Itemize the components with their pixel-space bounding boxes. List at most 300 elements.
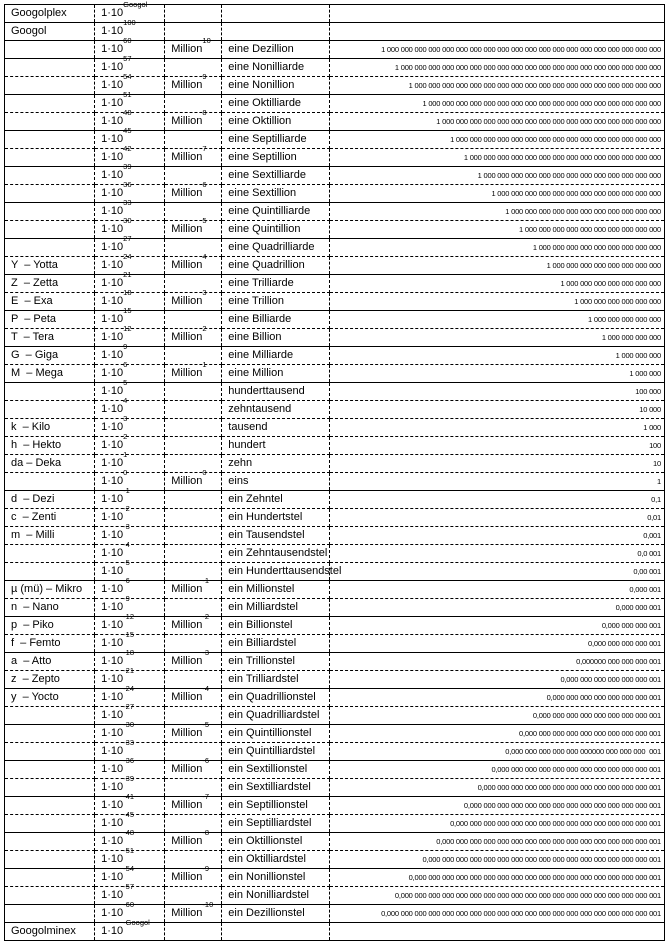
number-name-cell: eine Billiarde [222,311,330,329]
si-prefix-cell: M – Mega [5,365,95,383]
number-name-cell: ein Septilliardstel [222,815,330,833]
table-row [5,113,665,131]
table-row [5,59,665,77]
number-name-cell: ein Trilliardstel [222,671,330,689]
power-base: 1·10 [101,187,124,199]
power-exponent: 1 [123,450,128,460]
si-prefix-cell [5,401,95,419]
number-names-table [4,0,665,941]
power-exponent: -36 [123,756,134,766]
number-name-cell: ein Hundertstel [222,509,330,527]
number-name-cell: tausend [222,419,330,437]
million-power-cell [165,887,222,905]
table-row [5,797,665,815]
decimal-value-cell: 1 000 000 000 000 000 000 000 000 000 000 000 000 000 [330,167,665,185]
table-row [5,293,665,311]
million-exponent: 9 [202,72,207,82]
million-exponent: -5 [202,720,210,730]
million-base: Million [171,151,203,163]
power-base: 1·10 [101,439,124,451]
million-power-cell [165,180,222,203]
si-prefix-cell: y – Yocto [5,689,95,707]
power-exponent: 100 [123,18,136,28]
si-prefix-cell [5,113,95,131]
decimal-value-cell: 0,000000 000 000 000 001 [330,653,665,671]
table-row [5,509,665,527]
power-exponent: 60 [123,36,132,46]
million-base: Million [171,259,203,271]
power-base: 1·10 [101,367,124,379]
table-row [5,869,665,887]
table-row [5,401,665,419]
si-prefix-cell: P – Peta [5,311,95,329]
power-base: 1·10 [101,295,124,307]
decimal-value-cell: 0,0 001 [330,545,665,563]
table-row [5,545,665,563]
number-name-cell: ein Quadrillionstel [222,689,330,707]
number-name-cell: ein Quintilliardstel [222,743,330,761]
decimal-value-cell: 0,000 000 000 000 000 000 000 000 000 000 000 000 000 000 000 000 000 000 001 [330,887,665,905]
number-name-cell: ein Milliardstel [222,599,330,617]
table-row [5,131,665,149]
power-exponent: -54 [123,864,134,874]
number-name-cell: eine Billion [222,329,330,347]
power-of-ten-cell [95,396,165,419]
table-row [5,149,665,167]
power-base: 1·10 [101,403,124,415]
power-base: 1·10 [101,79,124,91]
power-exponent: 30 [123,216,132,226]
decimal-value-cell: 1 000 000 000 000 [330,329,665,347]
number-name-cell: ein Quintillionstel [222,725,330,743]
table-row [5,185,665,203]
power-exponent: 45 [123,126,132,136]
table-row [5,473,665,491]
table-row [5,887,665,905]
decimal-value-cell: 1 000 000 000 000 000 000 000 000 000 [330,239,665,257]
power-base: 1·10 [101,619,124,631]
million-power-cell [165,252,222,275]
power-base: 1·10 [101,889,124,901]
power-base: 1·10 [101,673,124,685]
decimal-value-cell: 0,000 000 000 000 000 000 000 000 000 000 000 000 000 000 000 000 000 001 [330,869,665,887]
number-name-cell: eine Septilliarde [222,131,330,149]
power-base: 1·10 [101,43,124,55]
power-base: 1·10 [101,97,124,109]
million-power-cell [165,576,222,599]
million-power-cell [165,401,222,419]
si-prefix-cell [5,185,95,203]
million-exponent: -7 [202,792,210,802]
table-row [5,77,665,95]
power-base: 1·10 [101,511,124,523]
si-prefix-cell [5,887,95,905]
million-power-cell [165,828,222,851]
table-row [5,311,665,329]
number-name-cell: eine Million [222,365,330,383]
power-base: 1·10 [101,115,124,127]
power-exponent: 12 [123,324,132,334]
power-base: 1·10 [101,907,124,919]
si-prefix-cell [5,77,95,95]
million-power-cell [165,131,222,149]
number-name-cell: ein Hunderttausendstel [222,563,330,581]
table-row [5,581,665,599]
number-name-cell: ein Dezillionstel [222,905,330,923]
power-exponent: 18 [123,288,132,298]
million-power-cell [165,455,222,473]
decimal-value-cell: 100 [330,437,665,455]
table-row [5,527,665,545]
table-row [5,599,665,617]
si-prefix-cell [5,725,95,743]
power-exponent: 57 [123,54,132,64]
million-base: Million [171,115,203,127]
decimal-value-cell [330,5,665,23]
number-name-cell: ein Millionstel [222,581,330,599]
million-exponent: -9 [202,864,210,874]
si-prefix-cell [5,779,95,797]
decimal-value-cell: 0,000 001 [330,581,665,599]
si-prefix-cell [5,149,95,167]
power-base: 1·10 [101,727,124,739]
si-prefix-cell [5,203,95,221]
si-prefix-cell: G – Giga [5,347,95,365]
si-prefix-cell: Googolminex [5,923,95,941]
number-name-cell: zehn [222,455,330,473]
million-power-cell [165,864,222,887]
table-row [5,167,665,185]
million-power-cell [165,108,222,131]
million-power-cell [165,815,222,833]
table-row [5,833,665,851]
table-row [5,653,665,671]
decimal-value-cell: 0,000 000 000 000 000 000 000 000 001 [330,707,665,725]
million-exponent: -6 [202,756,210,766]
power-exponent: -12 [123,612,134,622]
million-base: Million [171,691,203,703]
million-power-cell [165,383,222,401]
number-name-cell: ein Quadrilliardstel [222,707,330,725]
si-prefix-cell: m – Milli [5,527,95,545]
power-base: 1·10 [101,655,124,667]
table-row [5,203,665,221]
power-base: 1·10 [101,277,124,289]
million-power-cell [165,743,222,761]
si-prefix-cell [5,761,95,779]
si-prefix-cell: k – Kilo [5,419,95,437]
number-name-cell: eine Trillion [222,293,330,311]
million-power-cell [165,23,222,41]
million-exponent: -8 [202,828,210,838]
decimal-value-cell: 0,000 000 000 000 000 000 001 [330,671,665,689]
table-row [5,221,665,239]
table-row [5,383,665,401]
million-power-cell [165,545,222,563]
decimal-value-cell: 1 000 000 000 000 000 000 000 000 000 000 000 000 000 000 000 000 [330,113,665,131]
table-row [5,257,665,275]
decimal-value-cell: 0,000 000 000 000 000 000 000 001 [330,689,665,707]
number-name-cell: eine Dezillion [222,41,330,59]
power-exponent: Googol [123,0,148,10]
decimal-value-cell: 0,000 000 001 [330,599,665,617]
number-name-cell: ein Trillionstel [222,653,330,671]
million-base: Million [171,835,203,847]
si-prefix-cell: µ (mü) – Mikro [5,581,95,599]
million-exponent: 3 [202,288,207,298]
million-power-cell [165,324,222,347]
power-exponent: -5 [123,558,130,568]
power-of-ten-cell [95,360,165,383]
power-exponent: -33 [123,738,134,748]
million-power-cell [165,671,222,689]
si-prefix-cell: z – Zepto [5,671,95,689]
million-exponent: -2 [202,612,210,622]
power-base: 1·10 [101,349,124,361]
power-exponent: 54 [123,72,132,82]
power-base: 1·10 [101,241,124,253]
power-exponent: -21 [123,666,134,676]
table-row [5,347,665,365]
power-exponent: 15 [123,306,132,316]
si-prefix-cell [5,869,95,887]
number-name-cell: ein Nonillionstel [222,869,330,887]
million-base: Million [171,331,203,343]
power-base: 1·10 [101,25,124,37]
si-prefix-cell [5,743,95,761]
million-power-cell [165,792,222,815]
million-power-cell [165,437,222,455]
power-base: 1·10 [101,457,124,469]
number-name-cell: ein Tausendstel [222,527,330,545]
power-base: 1·10 [101,205,124,217]
decimal-value-cell: 1 000 000 000 000 000 000 000 000 000 000 000 000 000 000 000 000 000 000 [330,77,665,95]
table-row [5,365,665,383]
number-name-cell: ein Billiardstel [222,635,330,653]
table-row [5,491,665,509]
million-power-cell [165,419,222,437]
table-row [5,617,665,635]
decimal-value-cell: 0,000 000 000 001 [330,617,665,635]
power-base: 1·10 [101,691,124,703]
number-name-cell: ein Sextilliardstel [222,779,330,797]
power-of-ten-cell [95,432,165,455]
power-base: 1·10 [101,835,124,847]
decimal-value-cell [330,23,665,41]
decimal-value-cell [330,923,665,941]
power-exponent: -27 [123,702,134,712]
si-prefix-cell [5,131,95,149]
decimal-value-cell: 1 [330,473,665,491]
number-name-cell: eine Sextilliarde [222,167,330,185]
power-base: 1·10 [101,151,124,163]
power-exponent: 21 [123,270,132,280]
million-exponent: 6 [202,180,207,190]
si-prefix-cell [5,473,95,491]
million-exponent: 8 [202,108,207,118]
million-base: Million [171,583,203,595]
decimal-value-cell: 1 000 000 000 000 000 000 000 000 000 000 000 000 000 000 000 000 000 000 000 000 [330,41,665,59]
decimal-value-cell: 1 000 000 000 000 000 000 [330,293,665,311]
decimal-value-cell: 0,000 000 000 000 000 000 000 000 000 001 [330,725,665,743]
power-base: 1·10 [101,709,124,721]
power-exponent: 48 [123,108,132,118]
number-name-cell: eine Oktilliarde [222,95,330,113]
million-power-cell [165,707,222,725]
number-name-cell: ein Nonilliardstel [222,887,330,905]
decimal-value-cell: 0,00 001 [330,563,665,581]
number-name-cell [222,923,330,941]
si-prefix-cell: f – Femto [5,635,95,653]
table-row [5,707,665,725]
table-row [5,95,665,113]
million-exponent: 1 [202,360,207,370]
million-exponent: 0 [202,468,207,478]
power-base: 1·10 [101,565,124,577]
million-power-cell [165,599,222,617]
million-power-cell [165,95,222,113]
table-row [5,923,665,941]
power-base: 1·10 [101,583,124,595]
number-name-cell: eins [222,473,330,491]
million-power-cell [165,851,222,869]
million-base: Million [171,763,203,775]
table-row [5,779,665,797]
number-name-cell: eine Trilliarde [222,275,330,293]
si-prefix-cell: Googol [5,23,95,41]
number-name-cell: ein Sextillionstel [222,761,330,779]
decimal-value-cell: 1 000 000 000 000 000 000 000 [330,275,665,293]
decimal-value-cell: 1 000 000 000 000 000 000 000 000 000 000 000 000 [330,185,665,203]
million-power-cell [165,612,222,635]
power-base: 1·10 [101,637,124,649]
power-base: 1·10 [101,313,124,325]
million-power-cell [165,5,222,23]
table-row [5,41,665,59]
number-name-cell: hundert [222,437,330,455]
power-exponent: 2 [123,432,128,442]
million-base: Million [171,475,203,487]
million-exponent: 2 [202,324,207,334]
number-name-cell: zehntausend [222,401,330,419]
power-exponent: -Googol [123,918,150,928]
table-row [5,761,665,779]
table-row [5,437,665,455]
si-prefix-cell [5,563,95,581]
million-power-cell [165,509,222,527]
decimal-value-cell: 1 000 000 000 000 000 000 000 000 000 000 000 000 000 000 000 000 000 000 000 [330,59,665,77]
number-name-cell: ein Septillionstel [222,797,330,815]
si-prefix-cell: n – Nano [5,599,95,617]
power-base: 1·10 [101,601,124,613]
number-name-cell: eine Milliarde [222,347,330,365]
million-base: Million [171,223,203,235]
si-prefix-cell: h – Hekto [5,437,95,455]
si-prefix-cell: Y – Yotta [5,257,95,275]
power-exponent: 36 [123,180,132,190]
power-exponent: -30 [123,720,134,730]
si-prefix-cell [5,167,95,185]
table-row [5,455,665,473]
power-exponent: 39 [123,162,132,172]
million-base: Million [171,187,203,199]
power-base: 1·10 [101,763,124,775]
power-base: 1·10 [101,871,124,883]
decimal-value-cell: 0,000 000 000 000 000 000 000 000 000 000 000 000 001 [330,779,665,797]
million-power-cell [165,779,222,797]
power-exponent: -15 [123,630,134,640]
power-base: 1·10 [101,925,124,937]
power-base: 1·10 [101,745,124,757]
table-row [5,23,665,41]
million-power-cell [165,900,222,923]
decimal-value-cell: 0,000 000 000 000 000 000 000 000 000 000 000 000 000 000 000 000 001 [330,851,665,869]
power-base: 1·10 [101,133,124,145]
number-name-cell: eine Nonillion [222,77,330,95]
power-base: 1·10 [101,529,124,541]
million-base: Million [171,367,203,379]
number-name-cell: eine Quintillion [222,221,330,239]
decimal-value-cell: 1 000 000 000 [330,347,665,365]
million-power-cell [165,527,222,545]
table-row [5,239,665,257]
million-exponent: -3 [202,648,210,658]
million-power-cell [165,563,222,581]
power-base: 1·10 [101,169,124,181]
si-prefix-cell: d – Dezi [5,491,95,509]
decimal-value-cell: 10 000 [330,401,665,419]
power-base: 1·10 [101,475,124,487]
power-exponent: 42 [123,144,132,154]
table-row [5,905,665,923]
decimal-value-cell: 0,000 000 000 000 000 000 000 000 000 000 000 000 000 000 000 001 [330,833,665,851]
si-prefix-cell [5,905,95,923]
million-power-cell [165,275,222,293]
million-power-cell [165,36,222,59]
number-name-cell: eine Quadrillion [222,257,330,275]
million-exponent: -10 [202,900,214,910]
power-base: 1·10 [101,799,124,811]
million-power-cell [165,923,222,941]
million-power-cell [165,239,222,257]
power-base: 1·10 [101,853,124,865]
number-name-cell: eine Septillion [222,149,330,167]
si-prefix-cell: E – Exa [5,293,95,311]
million-power-cell [165,72,222,95]
million-power-cell [165,167,222,185]
number-name-cell: hunderttausend [222,383,330,401]
power-of-ten-cell [95,450,165,473]
decimal-value-cell: 1 000 [330,419,665,437]
million-power-cell [165,311,222,329]
si-prefix-cell [5,95,95,113]
power-of-ten-cell [95,324,165,347]
si-prefix-cell: Z – Zetta [5,275,95,293]
si-prefix-cell [5,383,95,401]
million-power-cell [165,756,222,779]
million-power-cell [165,59,222,77]
table-row [5,563,665,581]
power-exponent: -4 [123,540,130,550]
million-power-cell [165,635,222,653]
table-row [5,5,665,23]
million-exponent: -4 [202,684,210,694]
si-prefix-cell [5,851,95,869]
million-power-cell [165,360,222,383]
power-exponent: -48 [123,828,134,838]
decimal-value-cell: 1 000 000 [330,365,665,383]
decimal-value-cell: 1 000 000 000 000 000 000 000 000 000 000 000 000 000 000 000 000 000 [330,95,665,113]
